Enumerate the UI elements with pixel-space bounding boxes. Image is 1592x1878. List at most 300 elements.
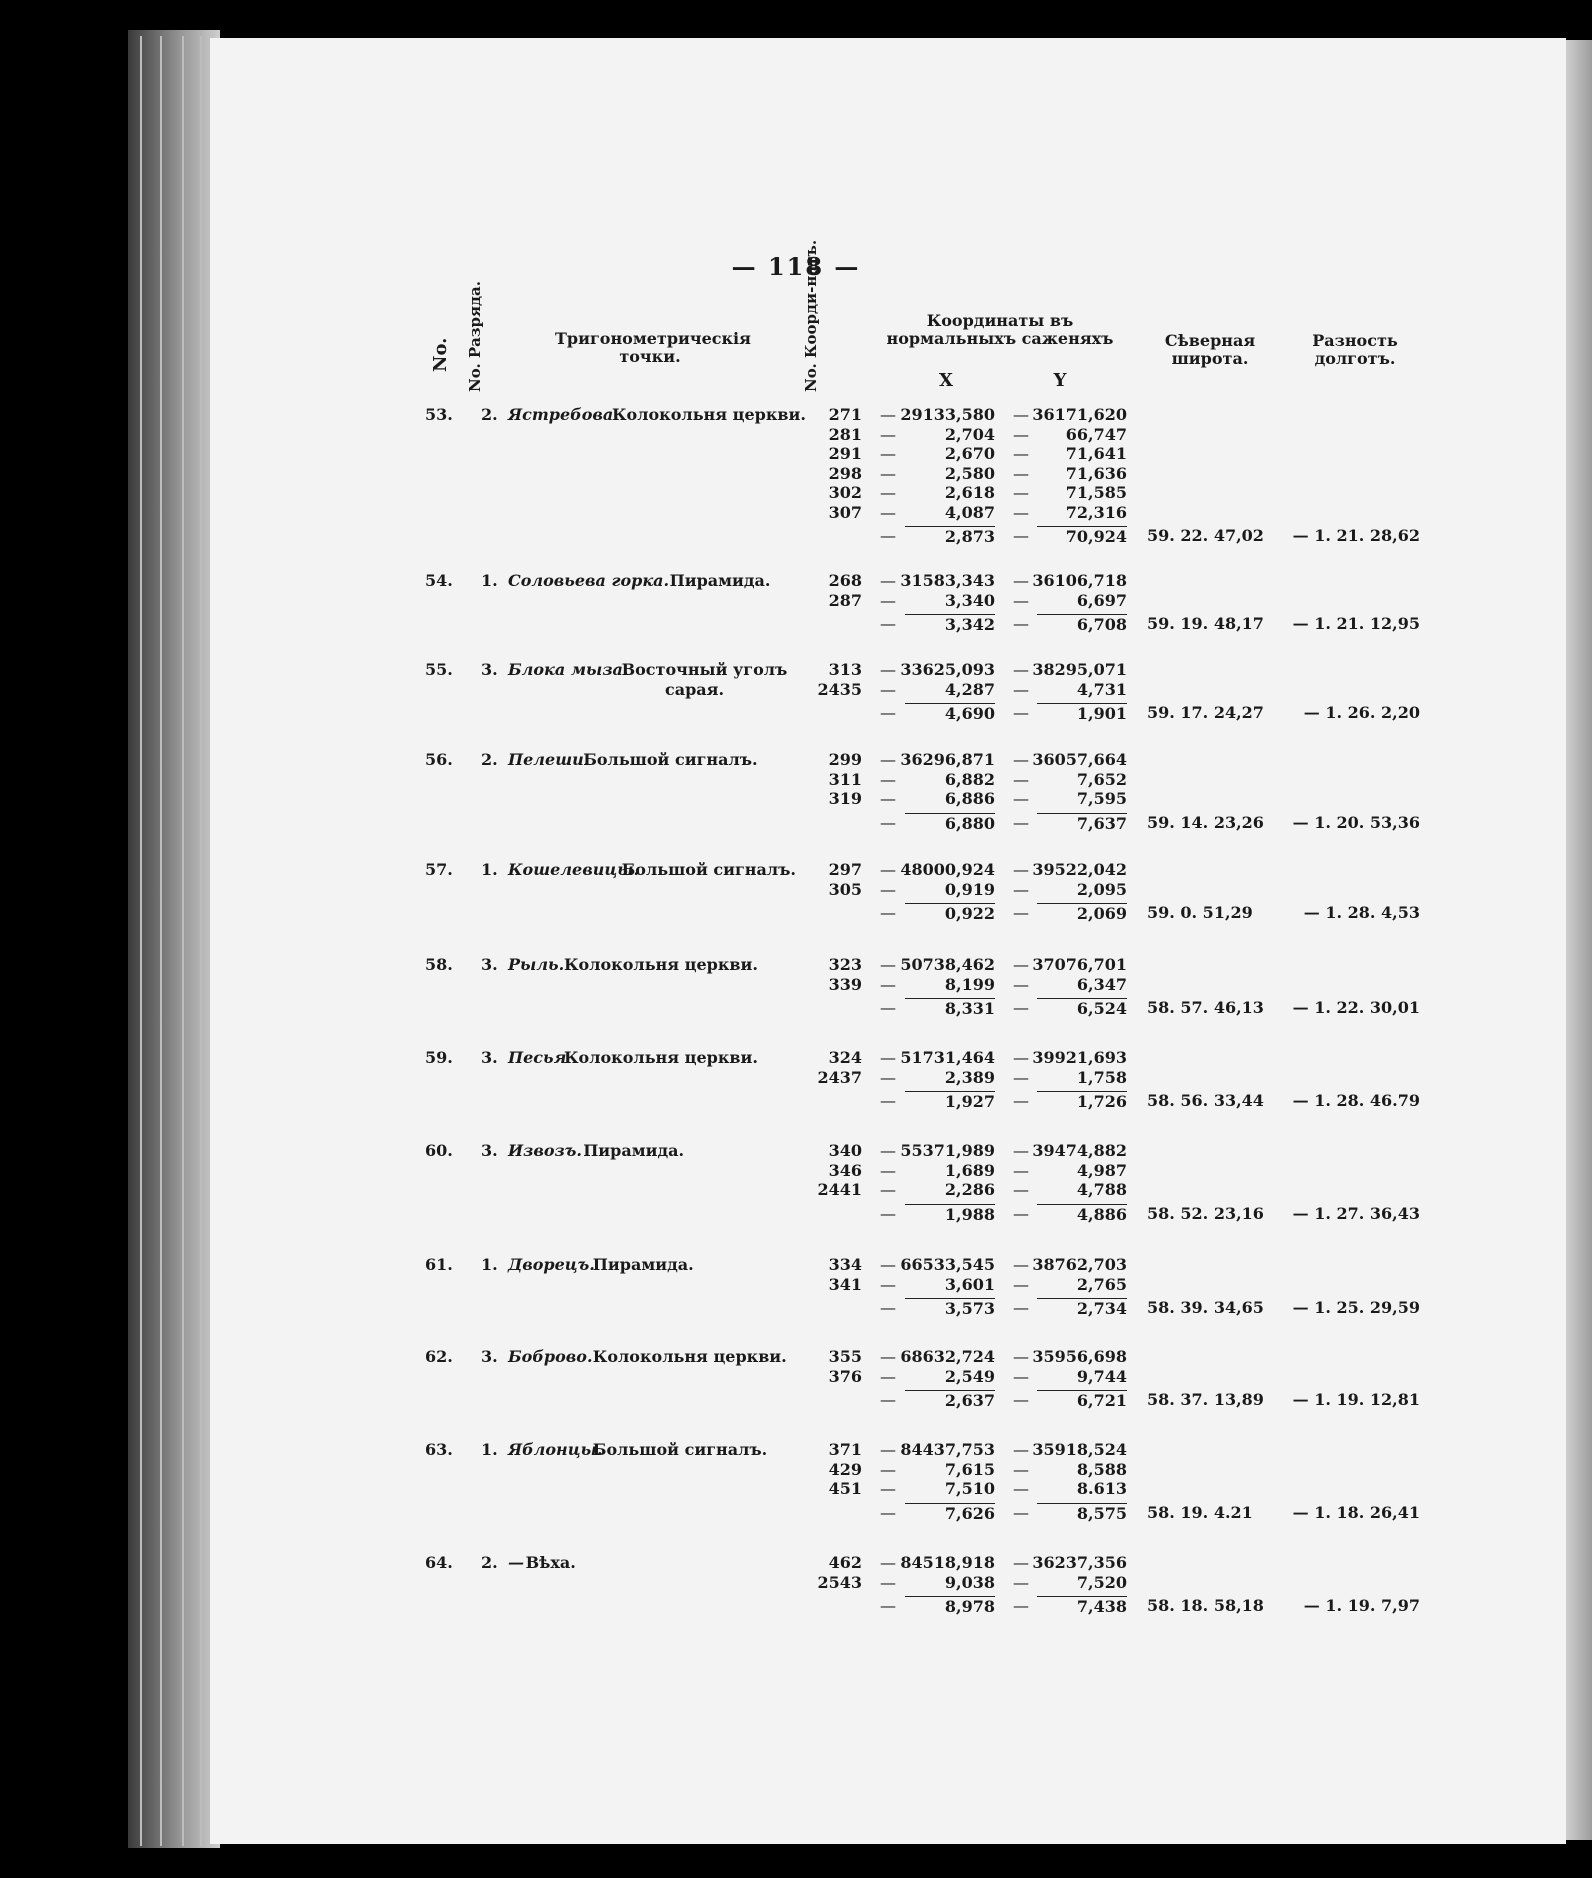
x-sign: — [880,860,896,879]
y-value: 8.613 [1076,1479,1127,1498]
x-sign: — [880,1255,896,1274]
latitude-value: 58. 18. 58,18 [1147,1596,1264,1615]
point-description: Большой сигналъ. [583,750,758,769]
x-value: 2,618 [944,483,995,502]
header-latitude: Сѣверная широта. [1164,331,1256,368]
y-value: 9,744 [1076,1366,1127,1386]
y-value: 7,520 [1076,1572,1127,1592]
x-sign: — [880,1459,896,1479]
y-value: 38762,703 [1032,1255,1127,1274]
y-value: 39474,882 [1032,1141,1127,1160]
x-value: 68632,724 [900,1347,995,1366]
x-sign: — [880,1180,896,1199]
entry-rank: 3. [481,660,498,679]
y-value: 7,595 [1076,789,1127,808]
y-sign: — [1013,1180,1029,1199]
coord-number: 287 [828,590,862,610]
point-description: Пирамида. [583,1141,685,1160]
coord-number: 297 [828,860,862,879]
latitude-value: 58. 57. 46,13 [1147,998,1264,1017]
entry-rank: 1. [481,1440,498,1459]
coord-number: 340 [828,1141,862,1160]
coord-number: 298 [828,463,862,483]
header-no: No. [430,337,451,372]
coord-number: 334 [828,1255,862,1274]
y-sign: — [1013,463,1029,483]
mean-y-sign: — [1013,1502,1029,1522]
mean-x-sign: — [880,526,896,545]
x-value: 55371,989 [900,1141,995,1160]
coord-number: 302 [828,483,862,502]
x-sign: — [880,1048,896,1067]
mean-x-value: 8,978 [905,1596,995,1617]
longitude-value: — 1. 20. 53,36 [1292,812,1420,832]
y-sign: — [1013,1255,1029,1274]
coord-number: 346 [828,1160,862,1180]
x-value: 1,689 [944,1160,995,1180]
x-value: 2,670 [944,444,995,463]
x-sign: — [880,571,896,590]
y-value: 36237,356 [1032,1553,1127,1572]
coord-number: 2437 [817,1067,862,1087]
mean-x-sign: — [880,614,896,633]
point-name-italic: Блока мыза. [508,660,629,679]
coord-number: 305 [828,879,862,899]
longitude-value: — 1. 27. 36,43 [1292,1203,1420,1223]
mean-y-sign: — [1013,526,1029,545]
entry-number: 60. [425,1141,453,1160]
x-sign: — [880,405,896,424]
entry-rank: 1. [481,860,498,879]
point-name-italic: Песья [508,1048,567,1067]
point-description: Колокольня церкви. [564,1048,758,1067]
x-sign: — [880,1553,896,1572]
entry-number: 55. [425,660,453,679]
longitude-value: — 1. 26. 2,20 [1303,703,1420,722]
mean-y-sign: — [1013,1091,1029,1110]
x-sign: — [880,1479,896,1498]
x-sign: — [880,424,896,444]
mean-y-value: 7,438 [1037,1596,1127,1617]
y-sign: — [1013,1459,1029,1479]
entry-rank: 1. [481,1255,498,1274]
y-value: 72,316 [1065,502,1127,522]
coord-number: 462 [828,1553,862,1572]
y-value: 7,652 [1076,769,1127,789]
header-y: Y [1053,370,1067,391]
x-sign: — [880,660,896,679]
point-description: сарая. [665,679,725,699]
latitude-value: 58. 56. 33,44 [1147,1091,1264,1110]
y-sign: — [1013,424,1029,444]
y-value: 2,765 [1076,1274,1127,1294]
x-value: 6,882 [944,769,995,789]
latitude-value: 58. 19. 4.21 [1147,1502,1253,1522]
entry-number: 63. [425,1440,453,1459]
page-edge [200,36,202,1846]
entry-number: 53. [425,405,453,424]
x-value: 8,199 [944,974,995,994]
point-description: Пирамида. [669,571,771,590]
point-name-italic: Пелеши. [508,750,590,769]
entry-rank: 1. [481,571,498,590]
y-sign: — [1013,590,1029,610]
point-name [508,750,589,770]
mean-x-value: 2,873 [905,526,995,547]
mean-y-sign: — [1013,1203,1029,1223]
mean-y-value: 6,721 [1037,1390,1127,1411]
y-sign: — [1013,405,1029,424]
mean-x-value: 3,573 [905,1298,995,1319]
y-value: 38295,071 [1032,660,1127,679]
longitude-value: — 1. 25. 29,59 [1292,1298,1420,1317]
x-value: 7,615 [944,1459,995,1479]
entry-rank: 2. [481,405,498,424]
x-value: 2,704 [944,424,995,444]
x-sign: — [880,463,896,483]
mean-y-sign: — [1013,1596,1029,1615]
x-value: 0,919 [944,879,995,899]
point-name [508,955,564,975]
y-sign: — [1013,1347,1029,1366]
x-sign: — [880,590,896,610]
coord-number: 268 [828,571,862,590]
mean-x-sign: — [880,903,896,922]
mean-y-value: 2,069 [1037,903,1127,924]
point-name [508,860,639,880]
mean-x-sign: — [880,1502,896,1522]
x-sign: — [880,1141,896,1160]
x-value: 3,340 [944,590,995,610]
x-value: 7,510 [944,1479,995,1498]
entry-rank: 3. [481,955,498,974]
y-sign: — [1013,660,1029,679]
x-value: 4,087 [944,502,995,522]
mean-y-value: 8,575 [1037,1503,1127,1524]
y-sign: — [1013,1553,1029,1572]
y-sign: — [1013,789,1029,808]
coord-number: 2543 [817,1572,862,1592]
x-value: 33625,093 [900,660,995,679]
y-sign: — [1013,1048,1029,1067]
y-value: 4,788 [1076,1180,1127,1199]
mean-x-value: 8,331 [905,998,995,1019]
x-sign: — [880,679,896,699]
mean-y-sign: — [1013,812,1029,832]
longitude-value: — 1. 22. 30,01 [1292,998,1420,1017]
mean-y-value: 6,524 [1037,998,1127,1019]
x-sign: — [880,1274,896,1294]
y-value: 36106,718 [1032,571,1127,590]
x-sign: — [880,769,896,789]
mean-y-value: 2,734 [1037,1298,1127,1319]
coord-number: 376 [828,1366,862,1386]
longitude-value: — 1. 18. 26,41 [1292,1502,1420,1522]
header-coord-no: No. Коорди-натъ. [802,239,820,392]
x-value: 50738,462 [900,955,995,974]
y-value: 6,347 [1076,974,1127,994]
x-sign: — [880,1366,896,1386]
point-name [508,1553,524,1573]
point-name-italic: Кошелевицы. [508,860,640,879]
x-value: 31583,343 [900,571,995,590]
coord-number: 319 [828,789,862,808]
mean-x-sign: — [880,1596,896,1615]
page-edge [182,36,184,1846]
coord-number: 271 [828,405,862,424]
point-description: Пирамида. [592,1255,694,1274]
y-value: 71,585 [1065,483,1127,502]
mean-y-value: 1,901 [1037,703,1127,724]
mean-y-value: 6,708 [1037,614,1127,635]
mean-x-value: 1,927 [905,1091,995,1112]
entry-number: 61. [425,1255,453,1274]
y-sign: — [1013,571,1029,590]
y-value: 39522,042 [1032,860,1127,879]
coord-number: 311 [828,769,862,789]
longitude-value: — 1. 21. 12,95 [1292,614,1420,633]
mean-x-sign: — [880,1390,896,1409]
x-sign: — [880,974,896,994]
y-value: 4,987 [1076,1160,1127,1180]
mean-y-sign: — [1013,998,1029,1017]
x-sign: — [880,750,896,769]
latitude-value: 59. 19. 48,17 [1147,614,1264,633]
y-value: 71,641 [1065,444,1127,463]
coord-number: 324 [828,1048,862,1067]
x-sign: — [880,1440,896,1459]
point-description: Восточный уголъ [621,660,788,679]
point-name [508,1255,595,1275]
coord-number: 307 [828,502,862,522]
y-value: 66,747 [1065,424,1127,444]
y-sign: — [1013,1160,1029,1180]
mean-x-sign: — [880,703,896,722]
latitude-value: 59. 0. 51,29 [1147,903,1253,922]
point-description: Вѣха. [525,1553,576,1572]
entry-rank: 3. [481,1347,498,1366]
x-value: 84437,753 [900,1440,995,1459]
mean-y-sign: — [1013,703,1029,722]
y-value: 35918,524 [1032,1440,1127,1459]
mean-x-sign: — [880,1298,896,1317]
entry-number: 59. [425,1048,453,1067]
entry-number: 54. [425,571,453,590]
point-name-italic: Дворецъ. [508,1255,595,1274]
coord-number: 299 [828,750,862,769]
longitude-value: — 1. 19. 7,97 [1303,1596,1420,1615]
y-value: 4,731 [1076,679,1127,699]
coord-number: 451 [828,1479,862,1498]
entry-number: 64. [425,1553,453,1572]
mean-y-value: 4,886 [1037,1204,1127,1225]
x-sign: — [880,1160,896,1180]
latitude-value: 58. 52. 23,16 [1147,1203,1264,1223]
point-name [508,571,669,591]
mean-y-value: 70,924 [1037,526,1127,547]
y-sign: — [1013,1274,1029,1294]
point-name-italic: Яблонцы. [508,1440,603,1459]
mean-y-value: 7,637 [1037,813,1127,834]
coord-number: 371 [828,1440,862,1459]
point-name-italic: Боброво. [508,1347,593,1366]
x-value: 84518,918 [900,1553,995,1572]
x-sign: — [880,1572,896,1592]
y-sign: — [1013,1572,1029,1592]
y-value: 6,697 [1076,590,1127,610]
x-value: 2,286 [944,1180,995,1199]
x-value: 29133,580 [900,405,995,424]
y-value: 8,588 [1076,1459,1127,1479]
y-sign: — [1013,974,1029,994]
entry-rank: 2. [481,1553,498,1572]
coord-number: 313 [828,660,862,679]
x-sign: — [880,444,896,463]
x-value: 51731,464 [900,1048,995,1067]
x-value: 9,038 [944,1572,995,1592]
y-value: 2,095 [1076,879,1127,899]
mean-x-value: 4,690 [905,703,995,724]
x-value: 4,287 [944,679,995,699]
latitude-value: 59. 22. 47,02 [1147,526,1264,545]
coord-number: 2441 [817,1180,862,1199]
latitude-value: 58. 37. 13,89 [1147,1390,1264,1409]
x-sign: — [880,1347,896,1366]
mean-y-value: 1,726 [1037,1091,1127,1112]
coord-number: 291 [828,444,862,463]
coord-number: 339 [828,974,862,994]
entry-rank: 3. [481,1048,498,1067]
point-name [508,1347,593,1367]
longitude-value: — 1. 28. 4,53 [1303,903,1420,922]
mean-x-value: 3,342 [905,614,995,635]
entry-rank: 2. [481,750,498,769]
point-name-italic: Извозъ. [508,1141,582,1160]
entry-rank: 3. [481,1141,498,1160]
x-value: 48000,924 [900,860,995,879]
y-sign: — [1013,1067,1029,1087]
x-value: 36296,871 [900,750,995,769]
point-name [508,1440,602,1460]
point-name-italic: — [508,1553,524,1572]
x-sign: — [880,1067,896,1087]
point-description: Большой сигналъ. [621,860,796,879]
page-number: — 118 — [731,252,861,281]
coord-number: 2435 [817,679,862,699]
latitude-value: 59. 14. 23,26 [1147,812,1264,832]
mean-y-sign: — [1013,614,1029,633]
point-name [508,405,619,425]
header-coords: Координаты въ нормальныхъ саженяхъ [886,311,1114,348]
y-value: 35956,698 [1032,1347,1127,1366]
y-sign: — [1013,502,1029,522]
x-value: 6,886 [944,789,995,808]
y-value: 36171,620 [1032,405,1127,424]
entry-number: 57. [425,860,453,879]
point-description: Колокольня церкви. [592,1347,787,1366]
y-sign: — [1013,750,1029,769]
mean-y-sign: — [1013,903,1029,922]
x-sign: — [880,483,896,502]
coord-number: 341 [828,1274,862,1294]
mean-x-sign: — [880,998,896,1017]
point-name [508,660,628,680]
header-points: Тригонометрическія точки. [555,329,751,366]
latitude-value: 59. 17. 24,27 [1147,703,1264,722]
x-value: 66533,545 [900,1255,995,1274]
point-name-italic: Рыль. [508,955,565,974]
longitude-value: — 1. 19. 12,81 [1292,1390,1420,1409]
point-description: Колокольня церкви. [612,405,806,424]
entry-number: 58. [425,955,453,974]
coord-number: 323 [828,955,862,974]
longitude-value: — 1. 28. 46.79 [1292,1091,1420,1110]
point-description: Большой сигналъ. [592,1440,768,1459]
y-sign: — [1013,1141,1029,1160]
entry-number: 62. [425,1347,453,1366]
header-rank: No. Разряда. [466,281,484,392]
y-sign: — [1013,955,1029,974]
x-value: 2,549 [944,1366,995,1386]
y-sign: — [1013,1479,1029,1498]
y-value: 39921,693 [1032,1048,1127,1067]
mean-x-sign: — [880,1203,896,1223]
page-edge [160,36,162,1846]
y-value: 1,758 [1076,1067,1127,1087]
mean-x-value: 7,626 [905,1503,995,1524]
entry-number: 56. [425,750,453,769]
header-x: X [939,370,953,391]
x-value: 3,601 [944,1274,995,1294]
y-sign: — [1013,769,1029,789]
page-edge [140,36,142,1846]
longitude-value: — 1. 21. 28,62 [1292,526,1420,545]
x-sign: — [880,502,896,522]
mean-x-sign: — [880,812,896,832]
y-sign: — [1013,1440,1029,1459]
point-name-italic: Ястребова. [508,405,619,424]
next-page-edge [1566,40,1592,1840]
header-longitude: Разность долготъ. [1312,331,1398,368]
y-value: 36057,664 [1032,750,1127,769]
y-sign: — [1013,483,1029,502]
mean-x-value: 2,637 [905,1390,995,1411]
y-sign: — [1013,679,1029,699]
mean-x-value: 6,880 [905,813,995,834]
y-sign: — [1013,860,1029,879]
point-name-italic: Соловьева горка. [508,571,670,590]
mean-x-sign: — [880,1091,896,1110]
point-name [508,1048,566,1068]
y-sign: — [1013,879,1029,899]
mean-x-value: 1,988 [905,1204,995,1225]
coord-number: 429 [828,1459,862,1479]
coord-number: 355 [828,1347,862,1366]
mean-y-sign: — [1013,1390,1029,1409]
mean-x-value: 0,922 [905,903,995,924]
x-value: 2,389 [944,1067,995,1087]
y-value: 37076,701 [1032,955,1127,974]
point-name [508,1141,582,1161]
x-sign: — [880,955,896,974]
x-sign: — [880,879,896,899]
x-value: 2,580 [944,463,995,483]
y-sign: — [1013,1366,1029,1386]
coord-number: 281 [828,424,862,444]
point-description: Колокольня церкви. [564,955,758,974]
mean-y-sign: — [1013,1298,1029,1317]
y-value: 71,636 [1065,463,1127,483]
